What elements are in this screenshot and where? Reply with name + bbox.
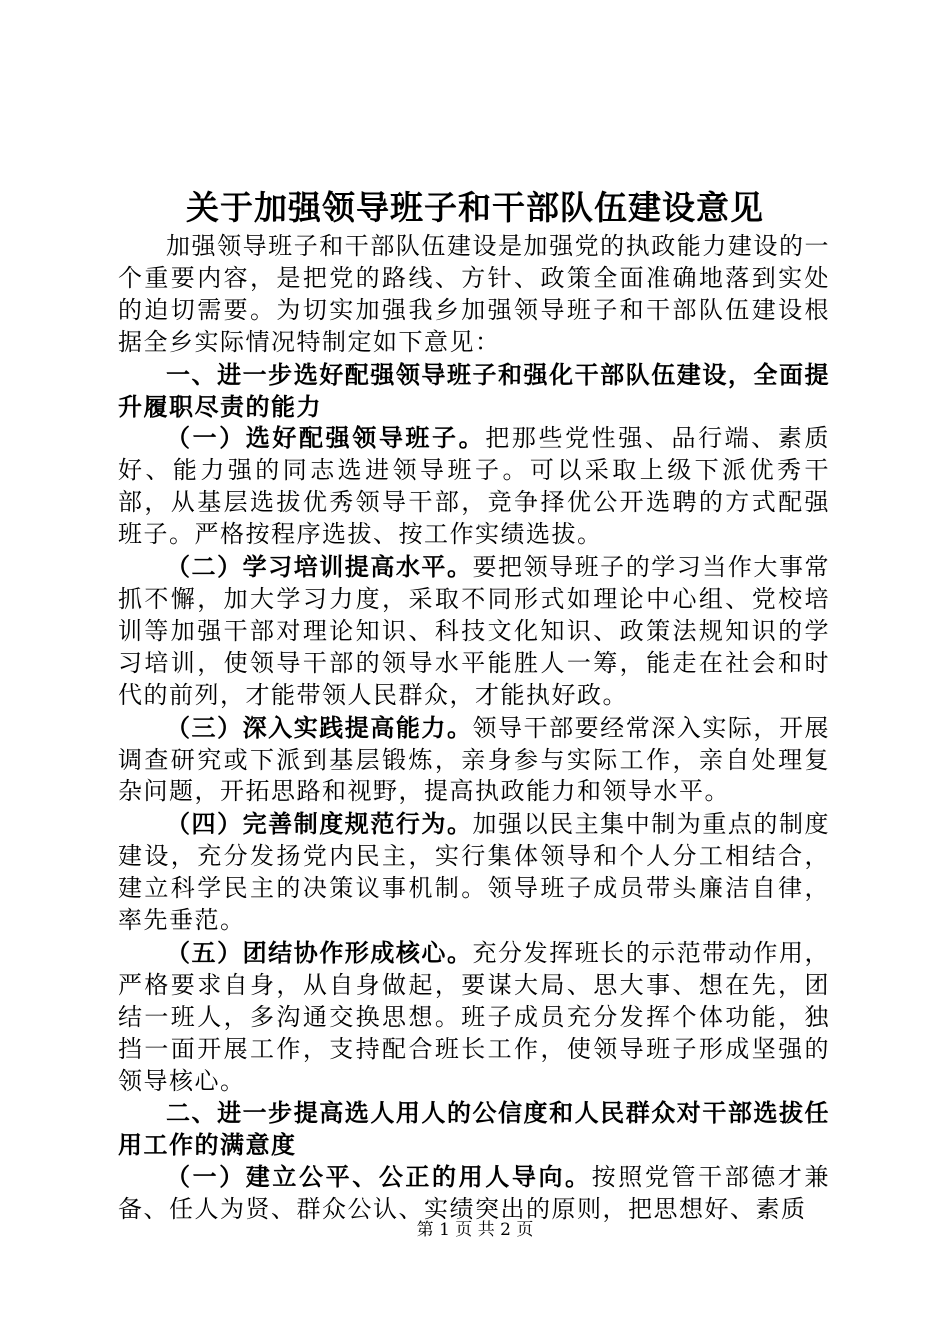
item-title: （四）完善制度规范行为。 bbox=[166, 809, 473, 839]
item-title: （五）团结协作形成核心。 bbox=[166, 937, 473, 967]
section-1-item-1 bbox=[118, 422, 830, 551]
item-text: 要把领导班子的学习当作大事常抓不懈，加大学习力度，采取不同形式如理论中心组、党校培训等加强干部对理论知识、科技文化知识、政策法规知识的学习培训，使领导干部的领导水平能胜人一筹，能走在社会和时代的前列，才能带领人民群众，才能执好政。 bbox=[118, 553, 831, 709]
section-1-heading: 一、进一步选好配强领导班子和强化干部队伍建设，全面提升履职尽责的能力 bbox=[118, 359, 830, 421]
item-text: 领导干部要经常深入实际，开展调查研究或下派到基层锻炼，亲身参与实际工作，亲自处理复杂问题，开拓思路和视野，提高执政能力和领导水平。 bbox=[118, 713, 831, 806]
section-2-item-1 bbox=[118, 1161, 830, 1226]
document-title: 关于加强领导班子和干部队伍建设意见 bbox=[186, 188, 764, 227]
item-title: （一）选好配强领导班子。 bbox=[166, 423, 486, 453]
item-title: （一）建立公平、公正的用人导向。 bbox=[166, 1162, 592, 1192]
intro-paragraph: 加强领导班子和干部队伍建设是加强党的执政能力建设的一个重要内容，是把党的路线、方针、政策全面准确地落到实处的迫切需要。为切实加强我乡加强领导班子和干部队伍建设根据全乡实际情况特制定如下意见： bbox=[118, 232, 830, 356]
item-title: （二）学习培训提高水平。 bbox=[166, 552, 473, 582]
page-footer: 第 1 页 共 2 页 bbox=[416, 1220, 534, 1240]
item-text: 按照党管干部德才兼备、任人为贤、群众公认、实绩突出的原则，把思想好、素质 bbox=[118, 1163, 831, 1224]
item-title: （三）深入实践提高能力。 bbox=[166, 712, 473, 742]
section-1-item-2 bbox=[118, 551, 830, 712]
section-1-item-5 bbox=[118, 937, 830, 1098]
document-body bbox=[118, 231, 830, 1226]
section-1-item-3 bbox=[118, 712, 830, 809]
item-text: 加强以民主集中制为重点的制度建设，充分发扬党内民主，实行集体领导和个人分工相结合，建立科学民主的决策议事机制。领导班子成员带头廉洁自律，率先垂范。 bbox=[118, 810, 831, 935]
item-text: 把那些党性强、品行端、素质好、能力强的同志选进领导班子。可以采取上级下派优秀干部，从基层选拔优秀领导干部，竞争择优公开选聘的方式配强班子。严格按程序选拔、按工作实绩选拔。 bbox=[118, 424, 830, 549]
item-text: 充分发挥班长的示范带动作用，严格要求自身，从自身做起，要谋大局、思大事、想在先，团结一班人，多沟通交换思想。班子成员充分发挥个体功能，独挡一面开展工作，支持配合班长工作，使领导班子形成坚强的领导核心。 bbox=[118, 938, 831, 1095]
section-2-heading: 二、进一步提高选人用人的公信度和人民群众对干部选拔任用工作的满意度 bbox=[118, 1098, 830, 1160]
section-1-item-4 bbox=[118, 808, 830, 937]
